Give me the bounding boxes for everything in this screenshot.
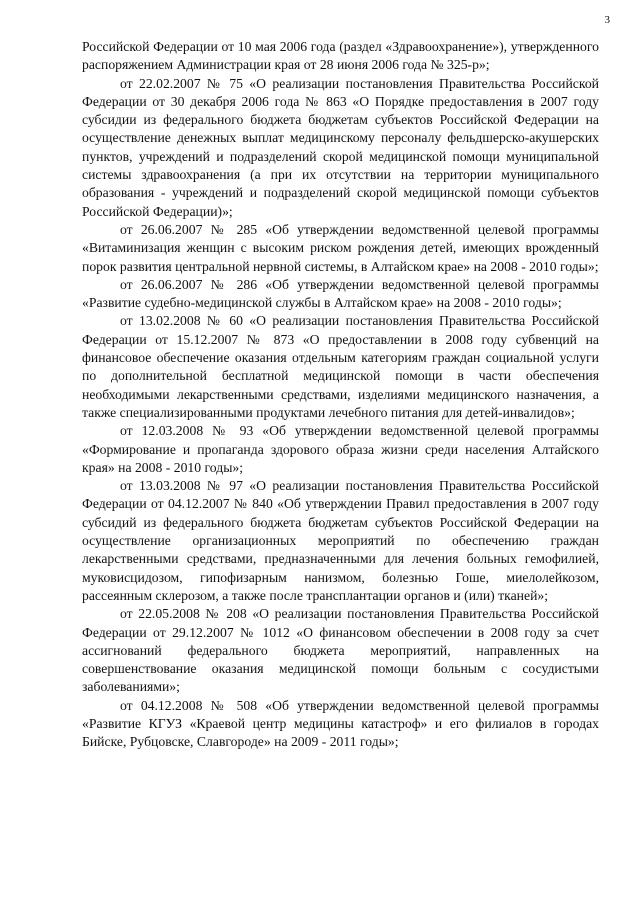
paragraph-decree-60: от 13.02.2008 № 60 «О реализации постановления Правительства Российской Федерации от 15.12.2007 № 873 «О предоставлении в 2008 году субвенций на финансовое обеспечение оказания отдельным категориям граждан социальной услуги по дополнительной бесплатной медицинской помощи в части обеспечения необходимыми лекарственными средствами, изделиями медицинского назначения, а также специализированными продуктами лечебного питания для детей-инвалидов»; — [82, 313, 599, 420]
document-body — [82, 38, 599, 752]
page-number: 3 — [604, 14, 610, 26]
paragraph-decree-93: от 12.03.2008 № 93 «Об утверждении ведомственной целевой программы «Формирование и пропаганда здорового образа жизни среди населения Алтайского края» на 2008 - 2010 годы»; — [82, 423, 599, 475]
paragraph-decree-97: от 13.03.2008 № 97 «О реализации постановления Правительства Российской Федерации от 04.12.2007 № 840 «Об утверждении Правил предоставления в 2007 году субсидий из федерального бюджета бюджетам субъектов Российской Федерации на осуществление организационных мероприятий по обеспечению граждан лекарственными средствами, предназначенными для лечения больных гемофилией, муковисцидозом, гипофизарным нанизмом, болезнью Гоше, миелолейкозом, рассеянным склерозом, а также после трансплантации органов и (или) тканей»; — [82, 478, 599, 603]
paragraph-decree-508: от 04.12.2008 № 508 «Об утверждении ведомственной целевой программы «Развитие КГУЗ «Краевой центр медицины катастроф» и его филиалов в городах Бийске, Рубцовске, Славгороде» на 2009 - 2011 годы»; — [82, 697, 599, 750]
paragraph-decree-285: от 26.06.2007 № 285 «Об утверждении ведомственной целевой программы «Витаминизация женщин с высоким риском рождения детей, имеющих врожденный порок развития центральной нервной системы, в Алтайском крае» на 2008 - 2010 годы»; — [82, 221, 599, 274]
paragraph-decree-208: от 22.05.2008 № 208 «О реализации постановления Правительства Российской Федерации от 29.12.2007 № 1012 «О финансовом обеспечении в 2008 году за счет ассигнований федерального бюджета мероприятий, направленных на совершенствование оказания медицинской помощи больным с сосудистыми заболеваниями»; — [82, 606, 599, 695]
paragraph-decree-75: от 22.02.2007 № 75 «О реализации постановления Правительства Российской Федерации от 30 декабря 2006 года № 863 «О Порядке предоставления в 2007 году субсидии из федерального бюджета бюджетам субъектов Российской Федерации на осуществление денежных выплат медицинскому персоналу фельдшерско-акушерских пунктов, учреждений и подразделений скорой медицинской помощи муниципальной системы здравоохранения (а при их отсутствии на территории муниципального образования - учреждений и подразделений скорой медицинской помощи субъектов Российской Федерации)»; — [82, 75, 599, 219]
paragraph-continuation: Российской Федерации от 10 мая 2006 года (раздел «Здравоохранение»), утвержденного распоряжением Администрации края от 28 июня 2006 года № 325-р»; — [82, 39, 599, 73]
paragraph-decree-286: от 26.06.2007 № 286 «Об утверждении ведомственной целевой программы «Развитие судебно-медицинской службы в Алтайском крае» на 2008 - 2010 годы»; — [82, 276, 599, 311]
